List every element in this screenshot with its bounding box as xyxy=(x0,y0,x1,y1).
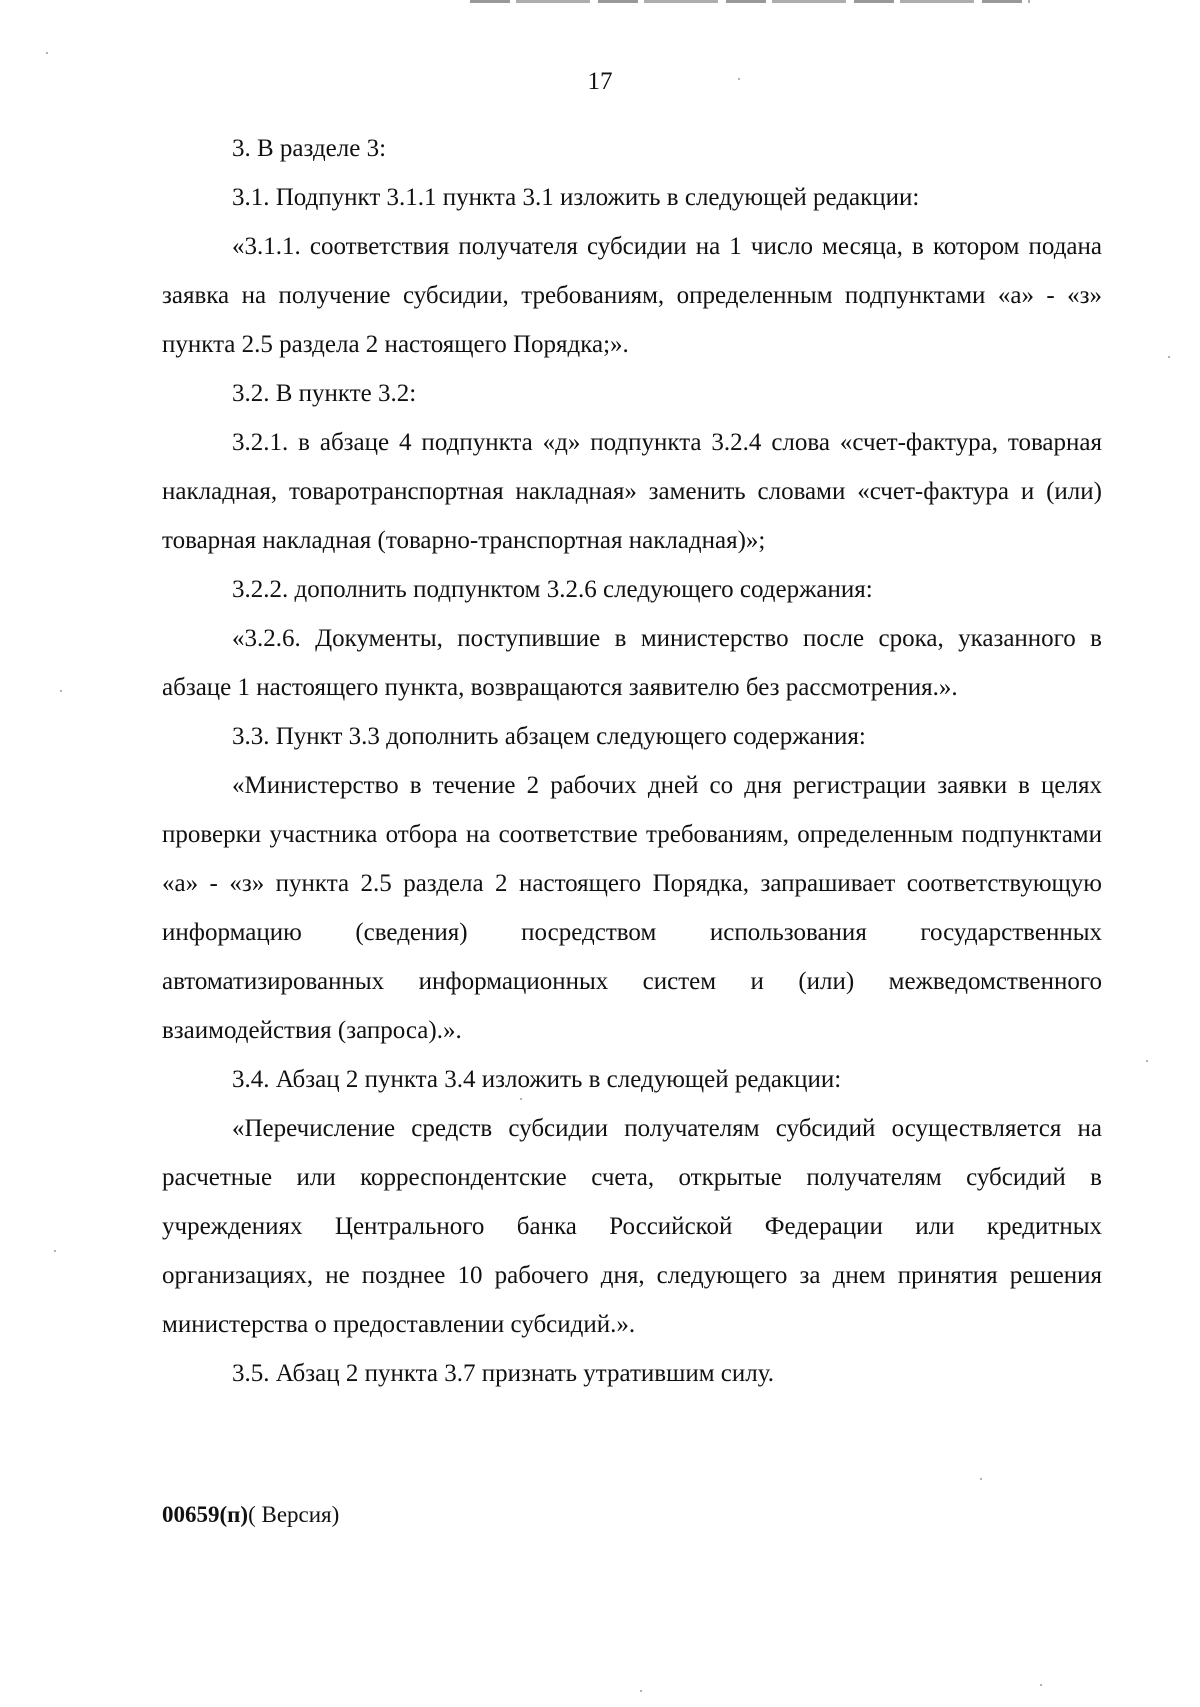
paragraph-section-3: 3. В разделе 3: xyxy=(232,135,387,162)
paragraph-3-2-2: 3.2.2. дополнить подпунктом 3.2.6 следующего содержания: xyxy=(232,576,873,603)
document-version: ( Версия) xyxy=(248,1502,340,1527)
document-body xyxy=(162,124,1102,1398)
scan-speck xyxy=(1168,356,1170,358)
paragraph-3-1: 3.1. Подпункт 3.1.1 пункта 3.1 изложить в следующей редакции: xyxy=(232,184,920,211)
scan-speck xyxy=(520,1098,522,1100)
paragraph-3-4-quote: «Перечисление средств субсидии получателям субсидий осуществляется на расчетные или корреспондентские счета, открытые получателям субсидий в учреждениях Центрального банка Российской Федерации или кредитных организациях, не позднее 10 рабочего дня, следующего за днем принятия решения министерства о предоставлении субсидий.». xyxy=(162,1115,1102,1338)
paragraph-3-2-1: 3.2.1. в абзаце 4 подпункта «д» подпункта 3.2.4 слова «счет-фактура, товарная накладная, товаротранспортная накладная» заменить словами «счет-фактура и (или) товарная накладная (товарно-транспортная накладная)»; xyxy=(162,429,1102,554)
paragraph-3-5: 3.5. Абзац 2 пункта 3.7 признать утратившим силу. xyxy=(232,1360,774,1387)
paragraph-3-2: 3.2. В пункте 3.2: xyxy=(232,380,417,407)
paragraph-3-2-6-quote: «3.2.6. Документы, поступившие в министерство после срока, указанного в абзаце 1 настоящего пункта, возвращаются заявителю без рассмотрения.». xyxy=(162,625,1102,701)
document-footer xyxy=(162,1500,339,1530)
paragraph-3-3-quote: «Министерство в течение 2 рабочих дней со дня регистрации заявки в целях проверки участника отбора на соответствие требованиям, определенным подпунктами «а» - «з» пункта 2.5 раздела 2 настоящего Порядка, запрашивает соответствующую информацию (сведения) посредством использования государственных автоматизированных информационных систем и (или) межведомственного взаимодействия (запроса).». xyxy=(162,772,1102,1044)
scan-speck xyxy=(1146,1060,1148,1062)
scan-top-rule xyxy=(470,0,1030,3)
paragraph-3-3: 3.3. Пункт 3.3 дополнить абзацем следующего содержания: xyxy=(232,723,866,750)
scan-speck xyxy=(54,1250,56,1252)
document-code: 00659(п) xyxy=(162,1502,249,1527)
page-number: 17 xyxy=(587,68,613,95)
scan-speck xyxy=(1040,1684,1042,1686)
scan-speck xyxy=(60,690,62,692)
paragraph-3-4: 3.4. Абзац 2 пункта 3.4 изложить в следующей редакции: xyxy=(232,1066,842,1093)
scan-speck xyxy=(640,1690,642,1692)
scan-speck xyxy=(980,1478,982,1480)
paragraph-3-1-1-quote: «3.1.1. соответствия получателя субсидии на 1 число месяца, в котором подана заявка на получение субсидии, требованиям, определенным подпунктами «а» - «з» пункта 2.5 раздела 2 настоящего Порядка;». xyxy=(162,233,1102,358)
scan-speck xyxy=(738,78,740,80)
scan-speck xyxy=(46,52,48,54)
